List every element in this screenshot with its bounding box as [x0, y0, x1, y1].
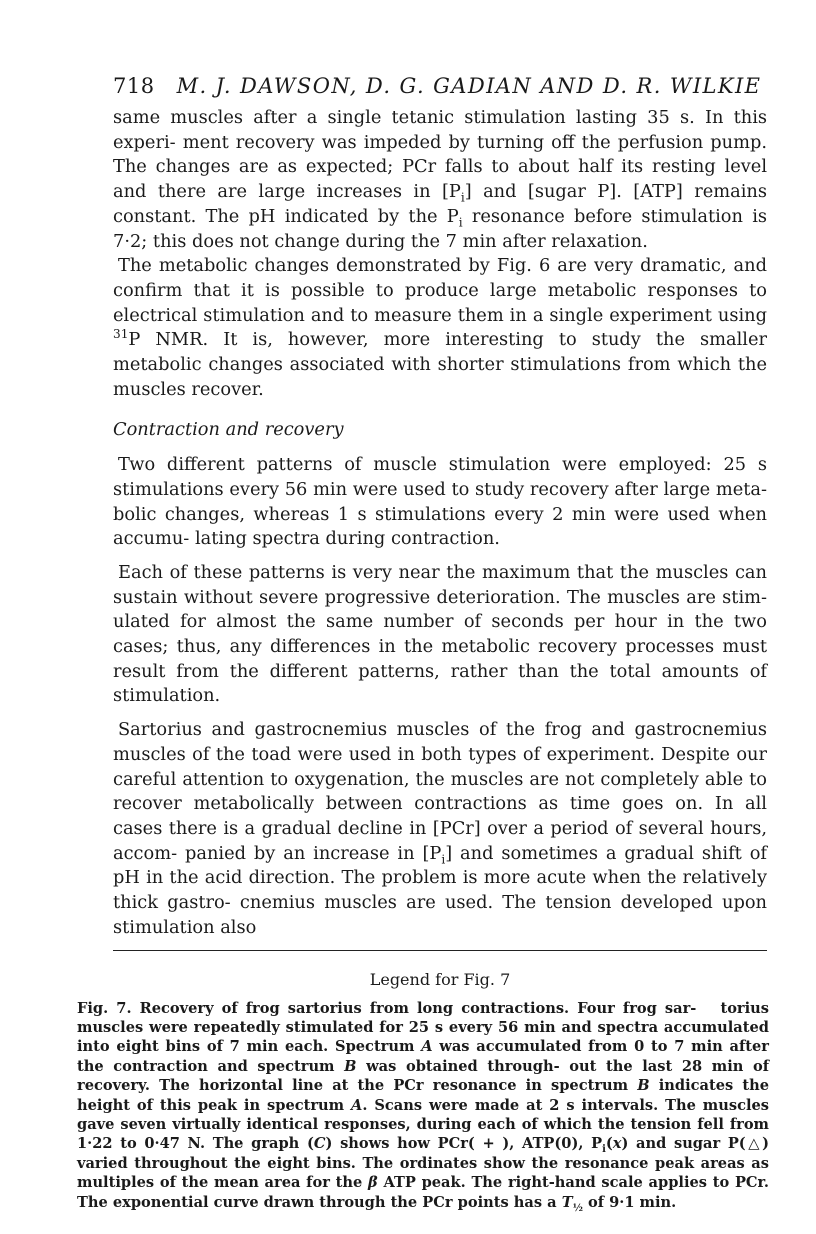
paragraph-5: Sartorius and gastrocnemius muscles of the frog and gastrocnemius muscles of the toad were used in both types of experiment. Despite our careful attention to oxygenation, the muscles are not completely able to recover metabolically between contractions as time goes on. In all cases there is a gradual decline in [PCr] over a period of several hours, accom- panied by an increase in $[P_i]$ and sometimes a gradual shift of pH in the acid direction. The problem is more acute when the relatively thick gastro- cnemius muscles are used. The tension developed upon stimulation also: [113, 719, 768, 938]
paragraph-2: The metabolic changes demonstrated by Fig. 6 are very dramatic, and confirm that it is possible to produce large metabolic responses to electrical stimulation and to measure them in a single experiment using $^{31}$P NMR. It is, however, more interesting to study the smaller metabolic changes associated with shorter stimulations from which the muscles recover.: [113, 255, 768, 400]
page-number: 718: [113, 74, 155, 98]
paragraph-3: Two different patterns of muscle stimulation were employed: 25 s stimulations every 56 min were used to study recovery after large meta- bolic changes, whereas 1 s stimulations every 2 min were used when accumu- lating spectra during contraction.: [113, 454, 767, 550]
page: [77, 72, 769, 1214]
running-head-authors: M. J. DAWSON, D. G. GADIAN AND D. R. WILKIE: [176, 74, 762, 98]
body-text: [113, 106, 767, 941]
figure-legend: Fig. 7. Recovery of frog sartorius from long contractions. Four frog sar- torius muscles were repeatedly stimulated for 25 s every 56 min and spectra accumulated into eight bins of 7 min each. Spectrum A was accumulated from 0 to 7 min after the contraction and spectrum B was obtained through- out the last 28 min of recovery. The horizontal line at the PCr resonance in spectrum B indicates the height of this peak in spectrum A. Scans were made at 2 s intervals. The muscles gave seven virtually identical responses, during each of which the tension fell from 1·22 to 0·47 N. The graph (C) shows how PCr( + ), ATP(0), $P_i(x)$ and sugar P(△) varied throughout the eight bins. The ordinates show the resonance peak areas as multiples of the mean area for the β ATP peak. The right-hand scale applies to PCr. The exponential curve drawn through the PCr points has a $T_{\frac{1}{2}}$ of 9·1 min.: [77, 999, 769, 1214]
section-heading: Contraction and recovery: [113, 419, 344, 441]
divider-rule: [113, 950, 767, 951]
running-head: [113, 72, 767, 100]
paragraph-4: Each of these patterns is very near the maximum that the muscles can sustain without severe progressive deterioration. The muscles are stim- ulated for almost the same number of seconds per hour in the two cases; thus, any differences in the metabolic recovery processes must result from the different patterns, rather than the total amounts of stimulation.: [113, 561, 768, 707]
legend-title: Legend for Fig. 7: [369, 969, 511, 989]
paragraph-1: same muscles after a single tetanic stimulation lasting 35 s. In this experi- ment recovery was impeded by turning off the perfusion pump. The changes are as expected; PCr falls to about half its resting level and there are large increases in $[P_i]$ and [sugar P]. [ATP] remains constant. The pH indicated by the $P_i$ resonance before stimulation is 7·2; this does not change during the 7 min after relaxation.: [113, 107, 768, 252]
